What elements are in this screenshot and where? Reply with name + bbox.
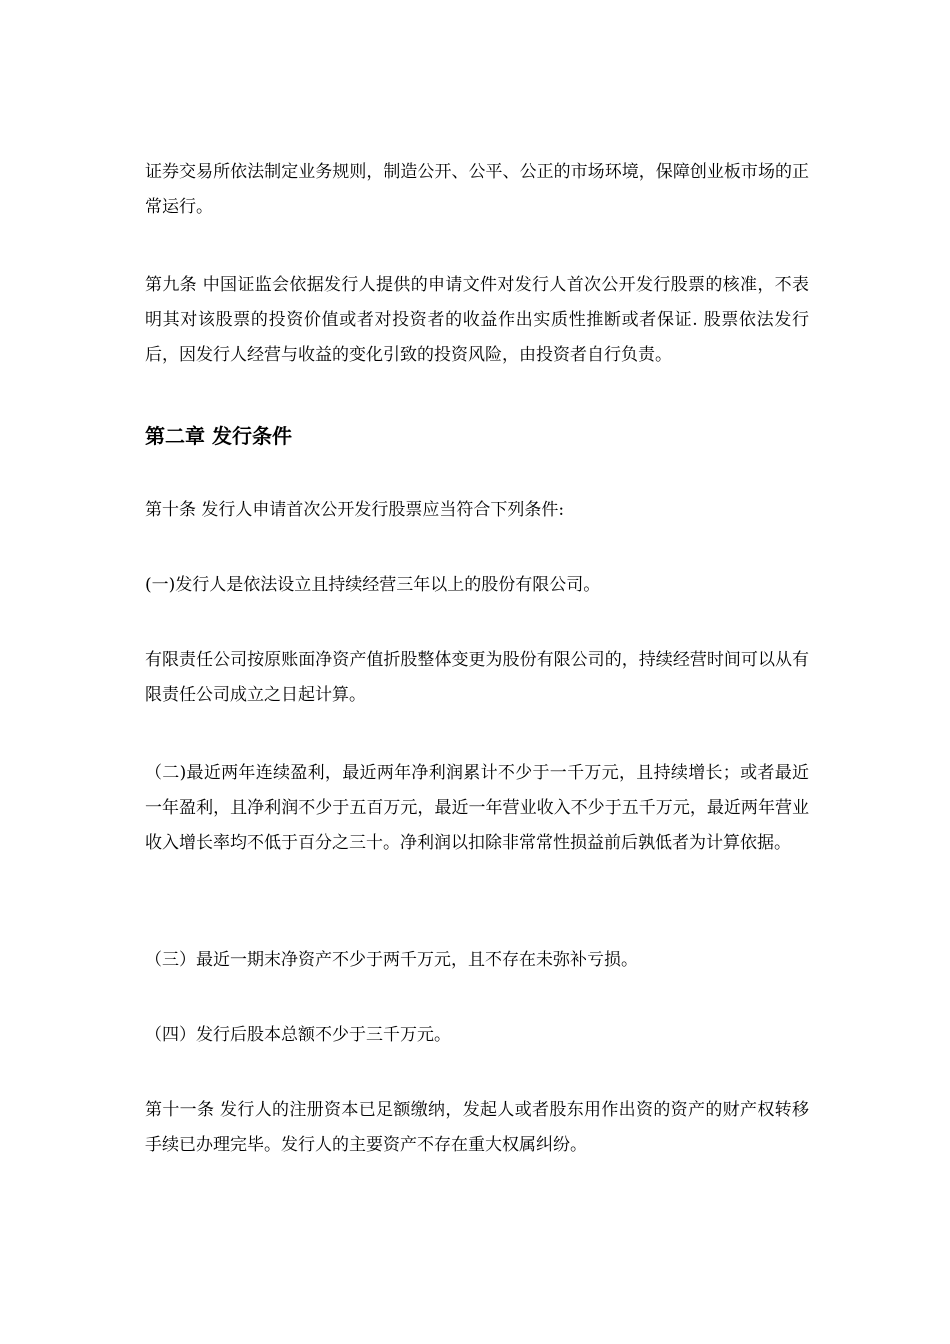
paragraph-article-11: 第十一条 发行人的注册资本已足额缴纳，发起人或者股东用作出资的资产的财产权转移手续已办理完毕。发行人的主要资产不存在重大权属纠纷。 — [145, 1100, 809, 1155]
paragraph-condition-4: （四）发行后股本总额不少于三千万元。 — [145, 1025, 451, 1045]
paragraph-condition-1: (一)发行人是依法设立且持续经营三年以上的股份有限公司。 — [145, 575, 601, 595]
paragraph-limited-liability: 有限责任公司按原账面净资产值折股整体变更为股份有限公司的，持续经营时间可以从有限责任公司成立之日起计算。 — [145, 650, 809, 705]
paragraph-article-10: 第十条 发行人申请首次公开发行股票应当符合下列条件: — [145, 500, 565, 520]
paragraph-exchange-rules: 证券交易所依法制定业务规则，制造公开、公平、公正的市场环境，保障创业板市场的正常运行。 — [145, 162, 809, 217]
paragraph-article-9: 第九条 中国证监会依据发行人提供的申请文件对发行人首次公开发行股票的核准，不表明其对该股票的投资价值或者对投资者的收益作出实质性推断或者保证. 股票依法发行后，因发行人经营与收益的变化引致的投资风险，由投资者自行负责。 — [145, 275, 809, 365]
paragraph-condition-2: （二)最近两年连续盈利，最近两年净利润累计不少于一千万元，且持续增长；或者最近一年盈利，且净利润不少于五百万元，最近一年营业收入不少于五千万元，最近两年营业收入增长率均不低于百分之三十。净利润以扣除非常常性损益前后孰低者为计算依据。 — [145, 763, 809, 853]
chapter-title: 第二章 发行条件 — [145, 424, 292, 448]
paragraph-condition-3: （三）最近一期末净资产不少于两千万元，且不存在未弥补亏损。 — [145, 950, 638, 970]
